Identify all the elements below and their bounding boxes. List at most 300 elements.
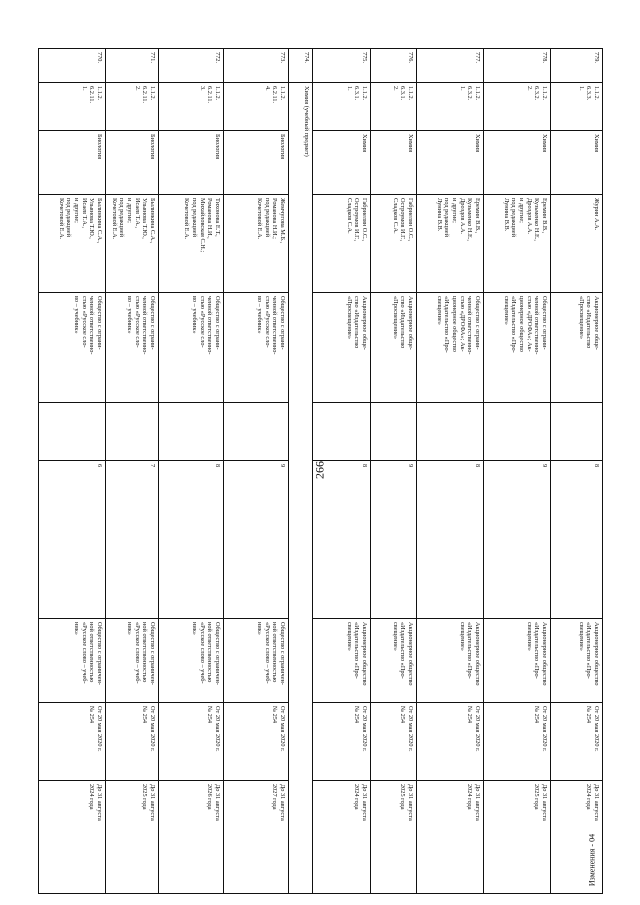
order-date-text: От 20 мая 2020 г.: [474, 706, 481, 752]
authors-text: Габриелян О.С.,: [407, 198, 414, 242]
subject-text: Химия: [593, 134, 600, 153]
grade-text: 8: [474, 464, 481, 468]
publisher-alt-text: Общество с ограничен-: [149, 622, 156, 685]
order-date-cell: [371, 703, 417, 781]
publisher-text: стью «Русское сло-: [198, 296, 206, 348]
code-text: 1.1.2.: [541, 86, 548, 101]
publisher-text: ство «Издательство: [353, 296, 361, 349]
order-date-text: От 20 мая 2020 г.: [279, 706, 286, 752]
code-cell: [371, 83, 417, 131]
row-number-cell: [484, 49, 551, 83]
subject-cell: [484, 131, 551, 195]
table-row: [484, 49, 551, 894]
publisher-alt-text: ник»: [255, 622, 263, 635]
valid-until-text: До 31 августа: [214, 784, 221, 821]
authors-text: и другие;: [450, 198, 458, 223]
valid-until-cell: [106, 781, 159, 894]
authors-cell: [371, 195, 417, 293]
grade-text: 9: [279, 464, 286, 468]
grade-cell: [551, 461, 603, 619]
grade-text: 9: [541, 464, 548, 468]
publisher-text: стью «ДРОФА»; Ак-: [458, 296, 466, 352]
code-cell: [551, 83, 603, 131]
subject-text: Химия: [407, 134, 414, 153]
valid-until-text: 2025 года: [399, 784, 407, 810]
code-text: 6.3.2.: [533, 86, 541, 101]
authors-text: Кузьменко Н.Е.,: [533, 198, 541, 241]
order-date-text: № 254: [399, 706, 407, 724]
publisher-text: стью «Русское сло-: [80, 296, 88, 348]
publisher-text: Общество с ограни-: [96, 296, 103, 350]
code-text: 1.1.2.: [214, 86, 221, 101]
publisher-alt-cell: [39, 619, 106, 703]
authors-cell: [224, 195, 289, 293]
authors-cell: [39, 195, 106, 293]
empty-cell: [417, 403, 484, 461]
code-text: 1.: [80, 86, 88, 91]
subject-cell: [39, 131, 106, 195]
publisher-cell: [106, 293, 159, 403]
valid-until-text: До 31 августа: [541, 784, 548, 821]
publisher-alt-text: «Русское слово – учеб-: [133, 622, 141, 684]
publisher-cell: [484, 293, 551, 403]
authors-text: Кочетовой Е.А.: [255, 198, 263, 240]
empty-cell: [313, 403, 371, 461]
code-cell: [417, 83, 484, 131]
order-date-cell: [224, 703, 289, 781]
authors-text: Михайловская С.Н.;: [198, 198, 206, 253]
authors-text: и другие;: [72, 198, 80, 223]
code-text: 6.2.11.: [141, 86, 149, 104]
grade-cell: [39, 461, 106, 619]
authors-text: Кочетовой Е.А.: [57, 198, 65, 240]
publisher-alt-text: свещение»: [345, 622, 353, 651]
valid-until-text: До 31 августа: [361, 784, 368, 821]
publisher-alt-text: «Русское слово – учеб-: [263, 622, 271, 684]
publisher-alt-text: свещение»: [391, 622, 399, 651]
valid-until-text: 2024 года: [466, 784, 474, 810]
code-cell: [313, 83, 371, 131]
table-row: [313, 49, 371, 894]
publisher-alt-text: «Издательство «Про-: [399, 622, 407, 679]
row-number-text: 773.: [279, 52, 286, 64]
authors-text: Еремин В.В.,: [541, 198, 548, 234]
code-cell: [224, 83, 289, 131]
code-text: 1.1.2.: [149, 86, 156, 101]
table-row: [417, 49, 484, 894]
row-number-text: 779.: [593, 52, 600, 64]
valid-until-text: 2025 года: [533, 784, 541, 810]
table-row: [159, 49, 224, 894]
empty-cell: [551, 403, 603, 461]
publisher-text: ство «Издательство: [585, 296, 593, 349]
order-date-cell: [159, 703, 224, 781]
code-cell: [159, 83, 224, 131]
grade-cell: [224, 461, 289, 619]
row-number-cell: [106, 49, 159, 83]
order-date-cell: [484, 703, 551, 781]
code-text: 2.: [133, 86, 141, 91]
code-text: 1.1.2.: [361, 86, 368, 101]
grade-text: 9: [407, 464, 414, 468]
order-date-text: От 20 мая 2020 г.: [593, 706, 600, 752]
subject-text: Биология: [149, 134, 156, 160]
valid-until-text: 2024 года: [585, 784, 593, 810]
publisher-text: ционерное общество: [450, 296, 458, 352]
authors-text: Остроумов И.Г.,: [353, 198, 361, 242]
publisher-alt-text: «Русское слово – учеб-: [80, 622, 88, 684]
subject-cell: [224, 131, 289, 195]
code-text: 6.2.11.: [271, 86, 279, 104]
order-date-text: № 254: [585, 706, 593, 724]
row-number-text: 776.: [407, 52, 414, 64]
order-date-cell: [551, 703, 603, 781]
valid-until-cell: [224, 781, 289, 894]
publisher-alt-text: Акционерное общество: [407, 622, 414, 686]
publisher-alt-text: Общество с ограничен-: [214, 622, 221, 685]
publisher-alt-cell: [159, 619, 224, 703]
subject-text: Химия: [541, 134, 548, 153]
authors-text: Былинкина С.А.,: [149, 198, 156, 244]
publisher-alt-text: «Издательство «Про-: [533, 622, 541, 679]
valid-until-text: До 31 августа: [407, 784, 414, 821]
publisher-alt-cell: [484, 619, 551, 703]
publisher-cell: [39, 293, 106, 403]
row-number-cell: [159, 49, 224, 83]
publisher-alt-text: «Издательство «Про-: [585, 622, 593, 679]
grade-text: 8: [214, 464, 221, 468]
empty-cell: [484, 403, 551, 461]
authors-cell: [417, 195, 484, 293]
authors-text: Еремин В.В.,: [474, 198, 481, 234]
publisher-alt-cell: [106, 619, 159, 703]
row-number-text: 775.: [361, 52, 368, 64]
authors-text: под редакцией: [510, 198, 518, 237]
grade-text: 8: [361, 464, 368, 468]
valid-until-cell: [39, 781, 106, 894]
valid-until-cell: [484, 781, 551, 894]
subject-cell: [551, 131, 603, 195]
publisher-alt-text: ной ответственностью: [88, 622, 96, 683]
publisher-alt-cell: [551, 619, 603, 703]
publisher-text: «Просвещение»: [577, 296, 585, 340]
publisher-text: «Издательство «Про-: [443, 296, 451, 353]
authors-text: Лунина В.В.: [502, 198, 510, 232]
subject-text: Биология: [214, 134, 221, 160]
authors-text: под редакцией: [118, 198, 126, 237]
publisher-cell: [551, 293, 603, 403]
publisher-alt-text: Акционерное общество: [593, 622, 600, 686]
publisher-text: «Просвещение»: [391, 296, 399, 340]
order-date-cell: [417, 703, 484, 781]
publisher-text: Общество с ограни-: [541, 296, 548, 350]
textbook-table: [38, 48, 603, 894]
publisher-alt-text: «Русское слово – учеб-: [198, 622, 206, 684]
publisher-text: во – учебник»: [255, 296, 263, 334]
authors-text: Дроздов А.А.: [458, 198, 466, 235]
publisher-text: ционерное общество: [517, 296, 525, 352]
subject-cell: [313, 131, 371, 195]
authors-text: Романова Н.И.;: [271, 198, 279, 239]
publisher-alt-text: Акционерное общество: [541, 622, 548, 686]
footer-note: Изменения - 04: [587, 833, 597, 887]
publisher-alt-text: ной ответственностью: [141, 622, 149, 683]
publisher-text: Общество с ограни-: [149, 296, 156, 350]
authors-text: Журин А.А.: [593, 198, 600, 231]
order-date-text: № 254: [353, 706, 361, 724]
publisher-cell: [313, 293, 371, 403]
subject-text: Химия: [361, 134, 368, 153]
code-text: 2.: [391, 86, 399, 91]
code-text: 1.1.2.: [96, 86, 103, 101]
empty-cell: [224, 403, 289, 461]
authors-text: Сладков С.А.: [345, 198, 353, 234]
row-number-cell: [371, 49, 417, 83]
publisher-text: ченной ответственно-: [533, 296, 541, 355]
publisher-cell: [417, 293, 484, 403]
row-number-cell: [417, 49, 484, 83]
publisher-alt-text: ной ответственностью: [206, 622, 214, 683]
publisher-text: ство «Издательство: [399, 296, 407, 349]
subject-text: Биология: [279, 134, 286, 160]
publisher-cell: [371, 293, 417, 403]
table-row: [39, 49, 106, 894]
publisher-text: ченной ответственно-: [206, 296, 214, 355]
publisher-alt-text: ник»: [190, 622, 198, 635]
publisher-text: Акционерное обще-: [407, 296, 414, 350]
grade-text: 7: [149, 464, 156, 468]
grade-cell: [313, 461, 371, 619]
code-text: 3.: [198, 86, 206, 91]
authors-text: Остроумов И.Г.,: [399, 198, 407, 242]
row-number-text: 777.: [474, 52, 481, 64]
authors-cell: [159, 195, 224, 293]
code-text: 6.2.11.: [88, 86, 96, 104]
authors-text: Кочетовой Е.А.: [183, 198, 191, 240]
code-text: 1.1.2.: [593, 86, 600, 101]
publisher-text: Акционерное обще-: [593, 296, 600, 350]
valid-until-cell: [159, 781, 224, 894]
publisher-text: «Просвещение»: [345, 296, 353, 340]
publisher-cell: [224, 293, 289, 403]
grade-text: 8: [593, 464, 600, 468]
valid-until-cell: [417, 781, 484, 894]
publisher-alt-cell: [417, 619, 484, 703]
empty-cell: [106, 403, 159, 461]
authors-text: Ульянова Т.Ю.,: [141, 198, 149, 239]
row-number-text: 771.: [149, 52, 156, 64]
publisher-cell: [159, 293, 224, 403]
order-date-text: От 20 мая 2020 г.: [407, 706, 414, 752]
order-date-text: № 254: [141, 706, 149, 724]
publisher-text: Общество с ограни-: [474, 296, 481, 350]
publisher-text: Общество с ограни-: [279, 296, 286, 350]
page-number: 266: [312, 461, 327, 479]
row-number-text: 770.: [96, 52, 103, 64]
authors-text: Сладков С.А.: [391, 198, 399, 234]
publisher-text: Акционерное обще-: [361, 296, 368, 350]
publisher-text: во – учебник»: [72, 296, 80, 334]
code-text: 6.2.11.: [206, 86, 214, 104]
publisher-text: во – учебник»: [125, 296, 133, 334]
authors-text: Исаев Т.А.,: [133, 198, 141, 229]
row-number-cell: [551, 49, 603, 83]
code-text: 2.: [525, 86, 533, 91]
authors-text: Тихонова Е.Т.,: [214, 198, 221, 237]
publisher-text: Общество с ограни-: [214, 296, 221, 350]
publisher-text: свещение»: [435, 296, 443, 325]
authors-text: под редакцией: [443, 198, 451, 237]
table-row: [106, 49, 159, 894]
valid-until-cell: [313, 781, 371, 894]
authors-text: под редакцией: [263, 198, 271, 237]
order-date-cell: [39, 703, 106, 781]
empty-cell: [159, 403, 224, 461]
code-text: 1.: [458, 86, 466, 91]
code-text: 4.: [263, 86, 271, 91]
subject-cell: [159, 131, 224, 195]
section-title: Химия (учебный предмет): [303, 86, 310, 157]
row-number-text: 778.: [541, 52, 548, 64]
grade-cell: [159, 461, 224, 619]
publisher-alt-text: свещение»: [577, 622, 585, 651]
grade-cell: [484, 461, 551, 619]
authors-text: под редакцией: [190, 198, 198, 237]
code-text: 6.3.2.: [466, 86, 474, 101]
order-date-text: № 254: [206, 706, 214, 724]
row-number-cell: [313, 49, 371, 83]
authors-text: Дроздов А.А.: [525, 198, 533, 235]
authors-text: Габриелян О.С.,: [361, 198, 368, 242]
authors-text: Романова Н.И.,: [206, 198, 214, 239]
code-text: 6.3.1.: [353, 86, 361, 101]
valid-until-text: До 31 августа: [279, 784, 286, 821]
code-text: 1.1.2.: [279, 86, 286, 101]
grade-cell: [371, 461, 417, 619]
empty-cell: [39, 403, 106, 461]
grade-cell: [106, 461, 159, 619]
valid-until-cell: [371, 781, 417, 894]
publisher-alt-text: Общество с ограничен-: [96, 622, 103, 685]
publisher-alt-text: «Издательство «Про-: [353, 622, 361, 679]
section-number: 774.: [303, 52, 310, 64]
section-num-cell: [289, 49, 313, 83]
subject-text: Биология: [96, 134, 103, 160]
order-date-text: № 254: [466, 706, 474, 724]
order-date-cell: [106, 703, 159, 781]
valid-until-text: 2027 года: [271, 784, 279, 810]
publisher-text: стью «ДРОФА»; Ак-: [525, 296, 533, 352]
order-date-text: От 20 мая 2020 г.: [361, 706, 368, 752]
table-row: [371, 49, 417, 894]
valid-until-text: 2025 года: [141, 784, 149, 810]
grade-text: 6: [96, 464, 103, 468]
publisher-alt-cell: [313, 619, 371, 703]
order-date-text: № 254: [271, 706, 279, 724]
publisher-alt-text: Общество с ограничен-: [279, 622, 286, 685]
order-date-text: От 20 мая 2020 г.: [149, 706, 156, 752]
authors-text: Ульянова Т.Ю.,: [88, 198, 96, 239]
publisher-text: ченной ответственно-: [466, 296, 474, 355]
order-date-text: № 254: [533, 706, 541, 724]
subject-cell: [371, 131, 417, 195]
code-cell: [484, 83, 551, 131]
authors-text: под редакцией: [65, 198, 73, 237]
order-date-text: От 20 мая 2020 г.: [96, 706, 103, 752]
valid-until-text: До 31 августа: [474, 784, 481, 821]
subject-cell: [417, 131, 484, 195]
publisher-text: ченной ответственно-: [88, 296, 96, 355]
publisher-text: стью «Русское сло-: [133, 296, 141, 348]
valid-until-text: До 31 августа: [96, 784, 103, 821]
publisher-text: ченной ответственно-: [271, 296, 279, 355]
valid-until-text: 2024 года: [353, 784, 361, 810]
table-row: [551, 49, 603, 894]
order-date-text: От 20 мая 2020 г.: [541, 706, 548, 752]
code-text: 1.: [577, 86, 585, 91]
code-text: 6.3.3.: [585, 86, 593, 101]
table-row: [224, 49, 289, 894]
grade-cell: [417, 461, 484, 619]
authors-cell: [106, 195, 159, 293]
section-title-cell: [289, 83, 313, 894]
code-text: 1.: [345, 86, 353, 91]
row-number-cell: [224, 49, 289, 83]
publisher-text: «Издательство «Про-: [510, 296, 518, 353]
subject-cell: [106, 131, 159, 195]
publisher-text: во – учебник»: [190, 296, 198, 334]
authors-text: и другие;: [517, 198, 525, 223]
code-text: 1.1.2.: [407, 86, 414, 101]
empty-cell: [371, 403, 417, 461]
publisher-text: ченной ответственно-: [141, 296, 149, 355]
publisher-alt-cell: [224, 619, 289, 703]
authors-text: Жемчугова М.Б.,: [279, 198, 286, 244]
publisher-alt-text: ной ответственностью: [271, 622, 279, 683]
row-number-cell: [39, 49, 106, 83]
order-date-text: № 254: [88, 706, 96, 724]
publisher-alt-cell: [371, 619, 417, 703]
code-cell: [39, 83, 106, 131]
valid-until-text: До 31 августа: [593, 784, 600, 821]
publisher-alt-text: свещение»: [525, 622, 533, 651]
order-date-cell: [313, 703, 371, 781]
publisher-alt-text: свещение»: [458, 622, 466, 651]
valid-until-text: До 31 августа: [149, 784, 156, 821]
authors-cell: [484, 195, 551, 293]
publisher-text: свещение»: [502, 296, 510, 325]
subject-text: Химия: [474, 134, 481, 153]
authors-text: Кочетовой Е.А.: [110, 198, 118, 240]
publisher-alt-text: «Издательство «Про-: [466, 622, 474, 679]
row-number-text: 772.: [214, 52, 221, 64]
authors-cell: [313, 195, 371, 293]
valid-until-text: 2026 года: [206, 784, 214, 810]
authors-cell: [551, 195, 603, 293]
section-row: [289, 49, 313, 894]
code-text: 1.1.2.: [474, 86, 481, 101]
publisher-text: стью «Русское сло-: [263, 296, 271, 348]
publisher-alt-text: Акционерное общество: [361, 622, 368, 686]
valid-until-text: 2024 года: [88, 784, 96, 810]
publisher-alt-text: ник»: [72, 622, 80, 635]
authors-text: Кузьменко Н.Е.,: [466, 198, 474, 241]
order-date-text: От 20 мая 2020 г.: [214, 706, 221, 752]
publisher-alt-text: ник»: [125, 622, 133, 635]
code-text: 6.3.1.: [399, 86, 407, 101]
authors-text: и другие;: [125, 198, 133, 223]
publisher-alt-text: Акционерное общество: [474, 622, 481, 686]
